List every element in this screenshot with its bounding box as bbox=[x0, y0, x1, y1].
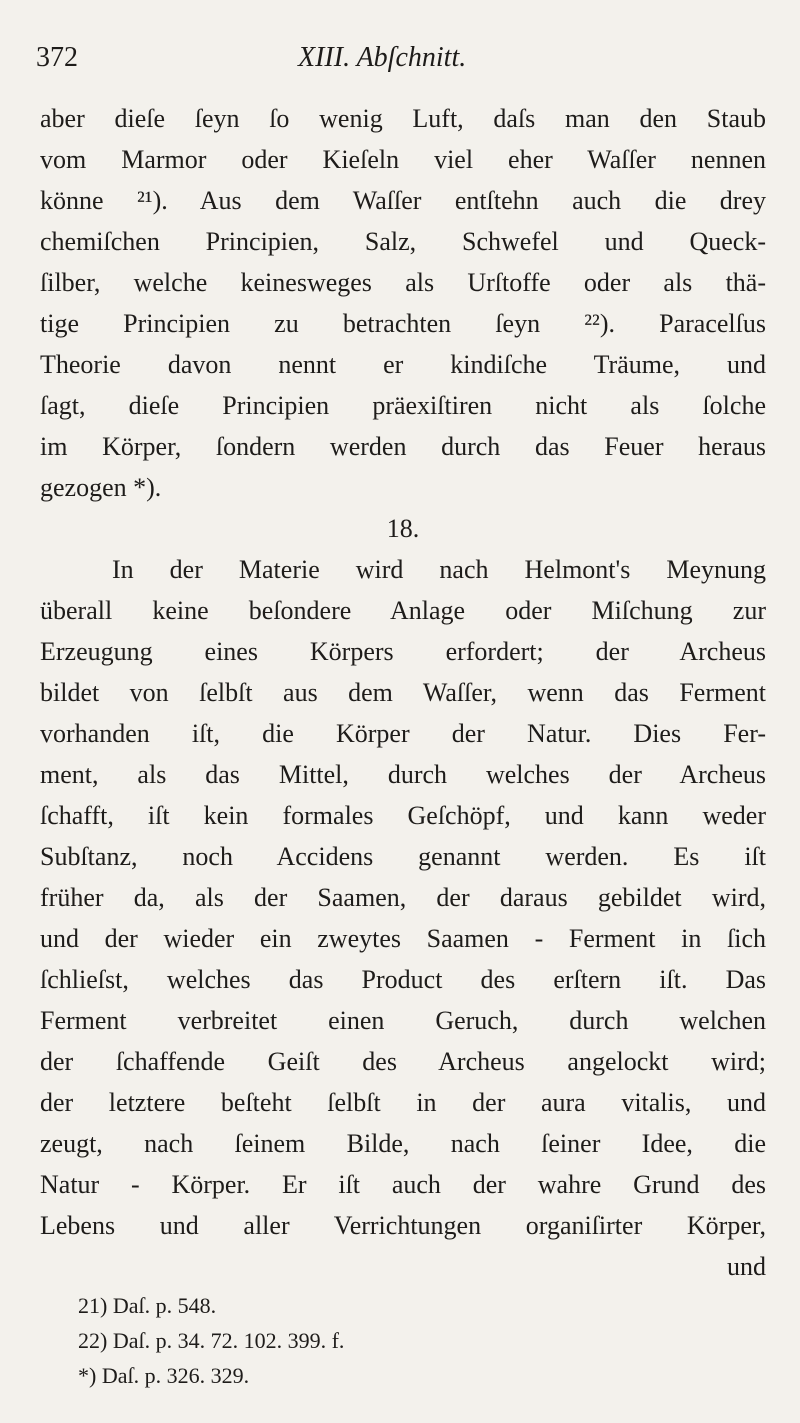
text-line: chemiſchen Principien, Salz, Schwefel und Queck- bbox=[40, 227, 766, 256]
text-line: aber dieſe ſeyn ſo wenig Luft, daſs man den Staub bbox=[40, 104, 766, 133]
text-line: tige Principien zu betrachten ſeyn ²²). Paracelſus bbox=[40, 309, 766, 338]
text-line: Subſtanz, noch Accidens genannt werden. Es iſt bbox=[40, 842, 766, 871]
text-line: gezogen *). bbox=[40, 473, 162, 502]
footnotes bbox=[78, 1288, 578, 1393]
text-line: könne ²¹). Aus dem Waſſer entſtehn auch die drey bbox=[40, 186, 766, 215]
section-number: 18. bbox=[386, 514, 420, 543]
footnote: *) Daſ. p. 326. 329. bbox=[78, 1363, 250, 1388]
text-line: ſilber, welche keinesweges als Urſtoffe oder als thä- bbox=[40, 268, 766, 297]
text-line: ment, als das Mittel, durch welches der Archeus bbox=[40, 760, 766, 789]
page-number: 372 bbox=[36, 42, 78, 73]
text-line: früher da, als der Saamen, der daraus gebildet wird, bbox=[40, 883, 766, 912]
text-line: In der Materie wird nach Helmont's Meynung bbox=[112, 555, 766, 584]
text-line: vom Marmor oder Kieſeln viel eher Waſſer nennen bbox=[40, 145, 766, 174]
text-line: bildet von ſelbſt aus dem Waſſer, wenn das Ferment bbox=[40, 678, 766, 707]
running-head: XIII. Abſchnitt. bbox=[298, 42, 467, 73]
text-line: Theorie davon nennt er kindiſche Träume, und bbox=[40, 350, 766, 379]
text-line: Lebens und aller Verrichtungen organiſirter Körper, bbox=[40, 1211, 766, 1240]
text-line: und der wieder ein zweytes Saamen - Ferment in ſich bbox=[40, 924, 766, 953]
text-line: Erzeugung eines Körpers erfordert; der Archeus bbox=[40, 637, 766, 666]
catchword: und bbox=[727, 1252, 766, 1281]
text-line: der ſchaffende Geiſt des Archeus angelockt wird; bbox=[40, 1047, 766, 1076]
text-line: ſchafft, iſt kein formales Geſchöpf, und kann weder bbox=[40, 801, 766, 830]
body-text bbox=[40, 98, 766, 1287]
text-line: ſagt, dieſe Principien präexiſtiren nicht als ſolche bbox=[40, 391, 766, 420]
footnote: 22) Daſ. p. 34. 72. 102. 399. f. bbox=[78, 1328, 345, 1353]
text-line: Natur - Körper. Er iſt auch der wahre Grund des bbox=[40, 1170, 766, 1199]
text-line: zeugt, nach ſeinem Bilde, nach ſeiner Idee, die bbox=[40, 1129, 766, 1158]
page-header bbox=[36, 42, 776, 82]
text-line: Ferment verbreitet einen Geruch, durch welchen bbox=[40, 1006, 766, 1035]
text-line: der letztere beſteht ſelbſt in der aura vitalis, und bbox=[40, 1088, 766, 1117]
text-line: vorhanden iſt, die Körper der Natur. Dies Fer- bbox=[40, 719, 766, 748]
text-line: im Körper, ſondern werden durch das Feuer heraus bbox=[40, 432, 766, 461]
footnote: 21) Daſ. p. 548. bbox=[78, 1293, 217, 1318]
text-line: ſchlieſst, welches das Product des erſtern iſt. Das bbox=[40, 965, 766, 994]
text-line: überall keine beſondere Anlage oder Miſchung zur bbox=[40, 596, 766, 625]
